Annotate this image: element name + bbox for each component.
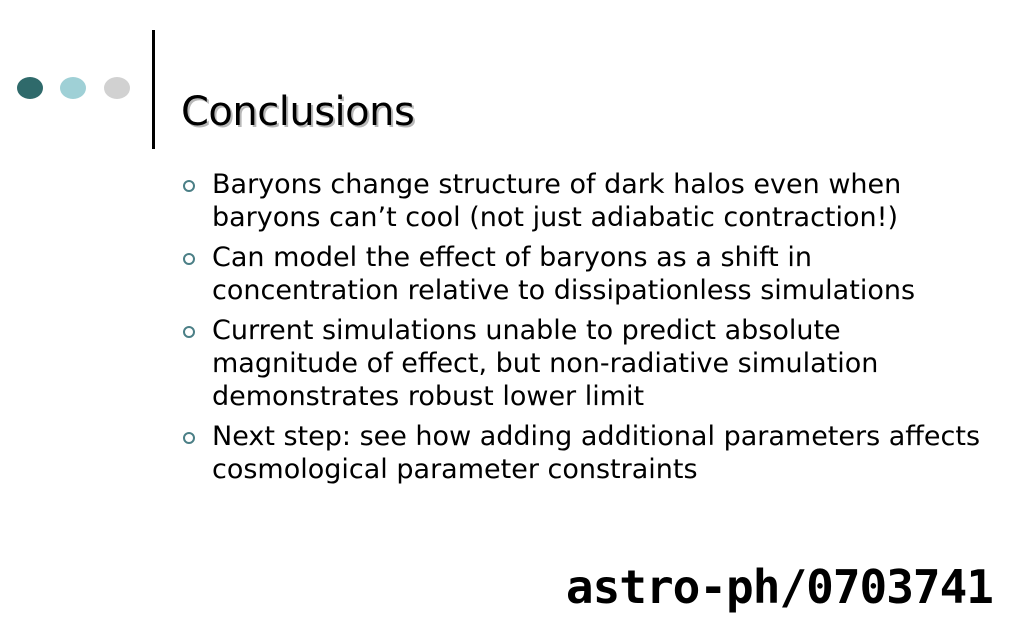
- circle-bullet-icon: [183, 180, 195, 192]
- decorative-dots: [17, 77, 137, 101]
- circle-bullet-icon: [183, 432, 195, 444]
- paper-reference: astro-ph/0703741: [565, 560, 993, 614]
- list-item: [182, 241, 982, 307]
- bullet-text: Current simulations unable to predict absolute magnitude of effect, but non-radiative simulation demonstrates robust lower limit: [212, 315, 879, 412]
- bullet-text: Baryons change structure of dark halos even when baryons can’t cool (not just adiabatic contraction!): [212, 169, 902, 233]
- list-item: [182, 420, 982, 486]
- bullet-text: Next step: see how adding additional parameters affects cosmological parameter constraints: [212, 421, 981, 485]
- circle-bullet-icon: [183, 253, 195, 265]
- circle-bullet-icon: [183, 326, 195, 338]
- title-divider: [152, 30, 155, 149]
- list-item: [182, 168, 982, 234]
- dot-gray-icon: [104, 77, 130, 99]
- list-item: [182, 314, 982, 413]
- dot-dark-teal-icon: [17, 77, 43, 99]
- bullet-list: [182, 168, 982, 493]
- slide-title: Conclusions: [181, 88, 415, 135]
- bullet-text: Can model the effect of baryons as a shift in concentration relative to dissipationless simulations: [212, 242, 916, 306]
- dot-light-teal-icon: [60, 77, 86, 99]
